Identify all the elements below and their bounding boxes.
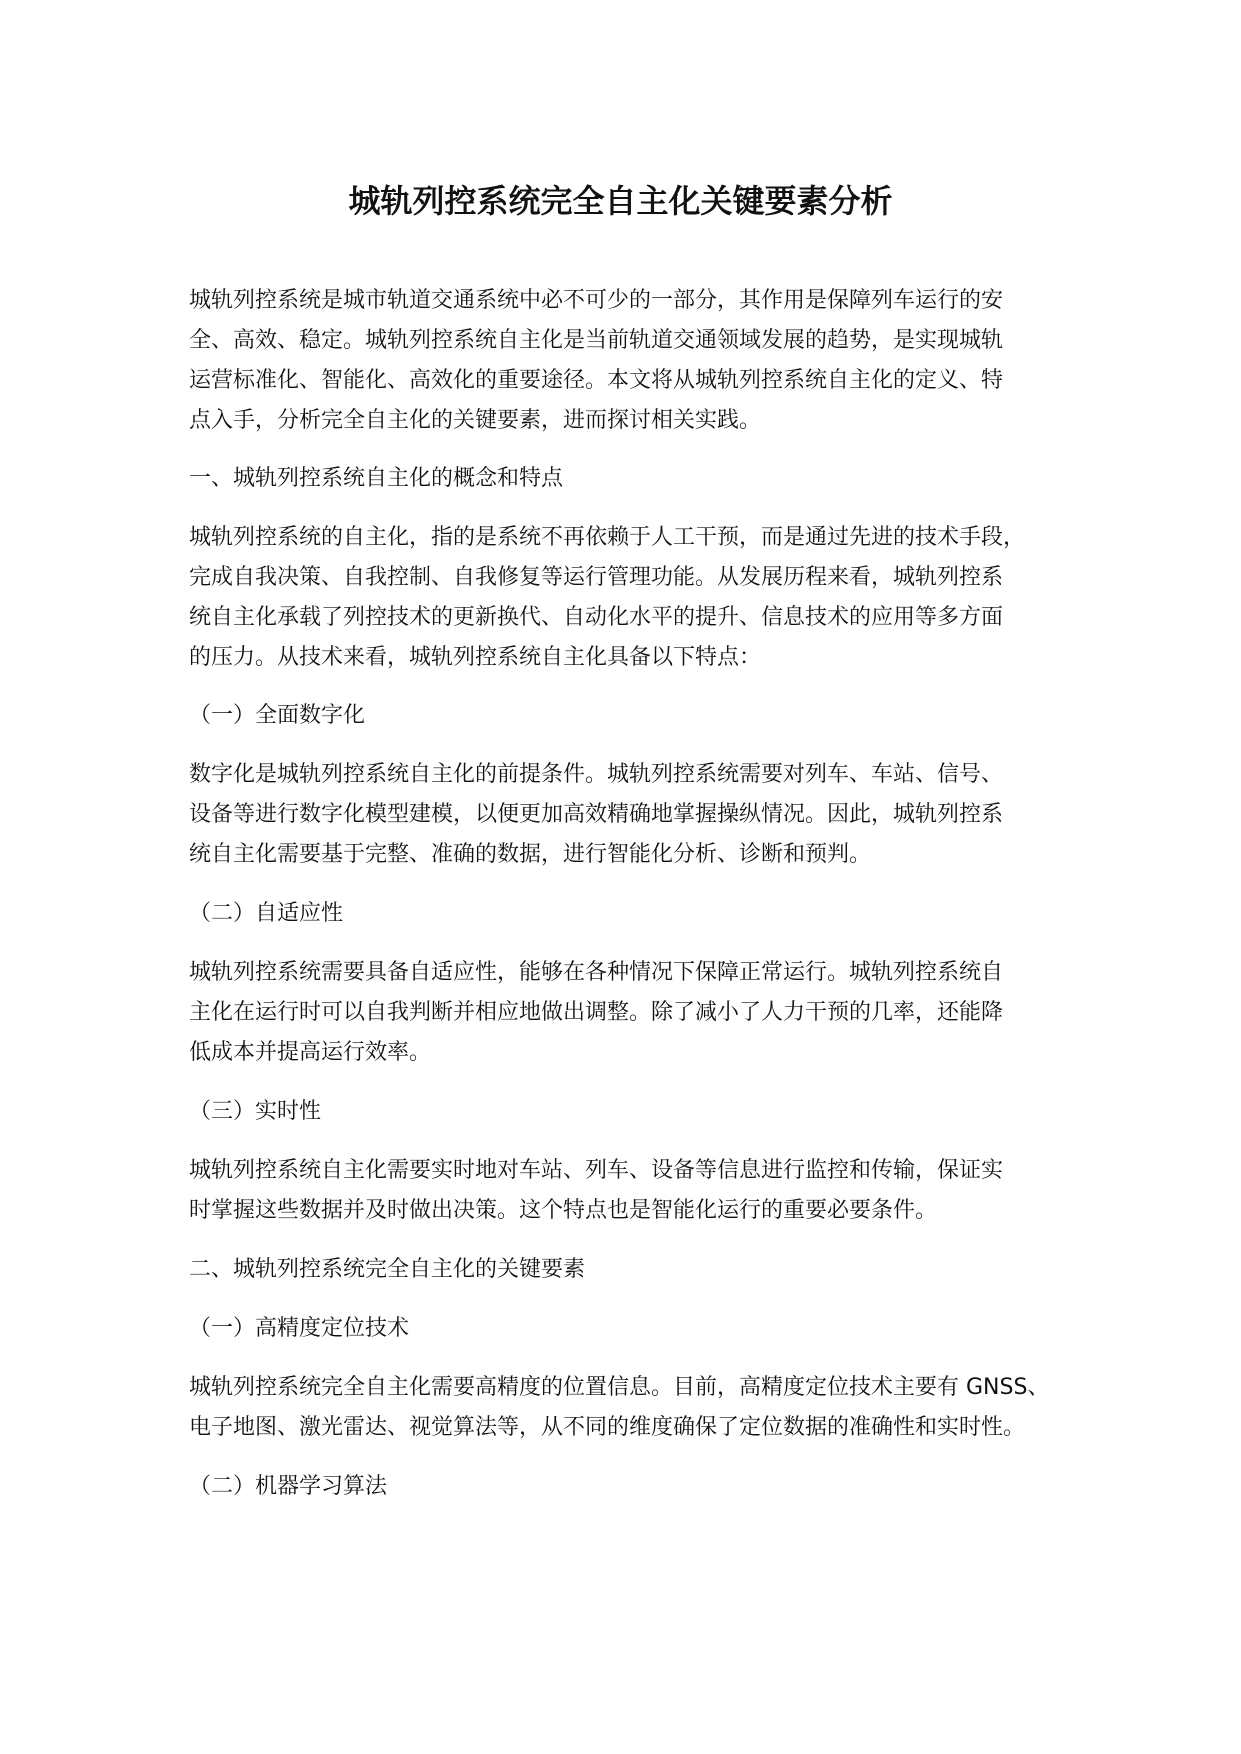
paragraph-line: 城轨列控系统是城市轨道交通系统中必不可少的一部分，其作用是保障列车运行的安 bbox=[189, 288, 1004, 313]
paragraph-line: 城轨列控系统完全自主化需要高精度的位置信息。目前，高精度定位技术主要有 GNSS、 bbox=[189, 1375, 1050, 1400]
intro-paragraph bbox=[189, 281, 1069, 441]
subsection-1-2-paragraph bbox=[189, 953, 1069, 1073]
paragraph-line: 完成自我决策、自我控制、自我修复等运行管理功能。从发展历程来看，城轨列控系 bbox=[189, 565, 1004, 590]
paragraph-line: 的压力。从技术来看，城轨列控系统自主化具备以下特点： bbox=[189, 645, 762, 670]
subsection-2-1-paragraph bbox=[189, 1368, 1069, 1448]
paragraph-line: 主化在运行时可以自我判断并相应地做出调整。除了减小了人力干预的几率，还能降 bbox=[189, 1000, 1004, 1025]
subsection-heading-1-3: （三）实时性 bbox=[189, 1099, 322, 1124]
paragraph-line: 运营标准化、智能化、高效化的重要途径。本文将从城轨列控系统自主化的定义、特 bbox=[189, 368, 1004, 393]
subsection-1-3-paragraph bbox=[189, 1151, 1069, 1231]
paragraph-line: 城轨列控系统自主化需要实时地对车站、列车、设备等信息进行监控和传输，保证实 bbox=[189, 1158, 1004, 1183]
subsection-1-1-paragraph bbox=[189, 755, 1069, 875]
section-heading-1: 一、城轨列控系统自主化的概念和特点 bbox=[189, 466, 564, 491]
paragraph-line: 低成本并提高运行效率。 bbox=[189, 1040, 432, 1065]
subsection-heading-1-2: （二）自适应性 bbox=[189, 901, 344, 926]
subsection-heading-2-1: （一）高精度定位技术 bbox=[189, 1316, 410, 1341]
paragraph-line: 全、高效、稳定。城轨列控系统自主化是当前轨道交通领域发展的趋势，是实现城轨 bbox=[189, 328, 1004, 353]
paragraph-line: 设备等进行数字化模型建模，以便更加高效精确地掌握操纵情况。因此，城轨列控系 bbox=[189, 802, 1004, 827]
section1-paragraph bbox=[189, 518, 1069, 678]
paragraph-line: 时掌握这些数据并及时做出决策。这个特点也是智能化运行的重要必要条件。 bbox=[189, 1198, 938, 1223]
paragraph-line: 统自主化承载了列控技术的更新换代、自动化水平的提升、信息技术的应用等多方面 bbox=[189, 605, 1004, 630]
document-title: 城轨列控系统完全自主化关键要素分析 bbox=[348, 182, 893, 220]
subsection-heading-1-1: （一）全面数字化 bbox=[189, 703, 366, 728]
subsection-heading-2-2: （二）机器学习算法 bbox=[189, 1474, 388, 1499]
paragraph-line: 点入手，分析完全自主化的关键要素，进而探讨相关实践。 bbox=[189, 408, 762, 433]
paragraph-line: 城轨列控系统的自主化，指的是系统不再依赖于人工干预，而是通过先进的技术手段， bbox=[189, 525, 1026, 550]
section-heading-2: 二、城轨列控系统完全自主化的关键要素 bbox=[189, 1257, 586, 1282]
paragraph-line: 数字化是城轨列控系统自主化的前提条件。城轨列控系统需要对列车、车站、信号、 bbox=[189, 762, 1004, 787]
paragraph-line: 统自主化需要基于完整、准确的数据，进行智能化分析、诊断和预判。 bbox=[189, 842, 872, 867]
paragraph-line: 城轨列控系统需要具备自适应性，能够在各种情况下保障正常运行。城轨列控系统自 bbox=[189, 960, 1004, 985]
paragraph-line: 电子地图、激光雷达、视觉算法等，从不同的维度确保了定位数据的准确性和实时性。 bbox=[189, 1415, 1026, 1440]
